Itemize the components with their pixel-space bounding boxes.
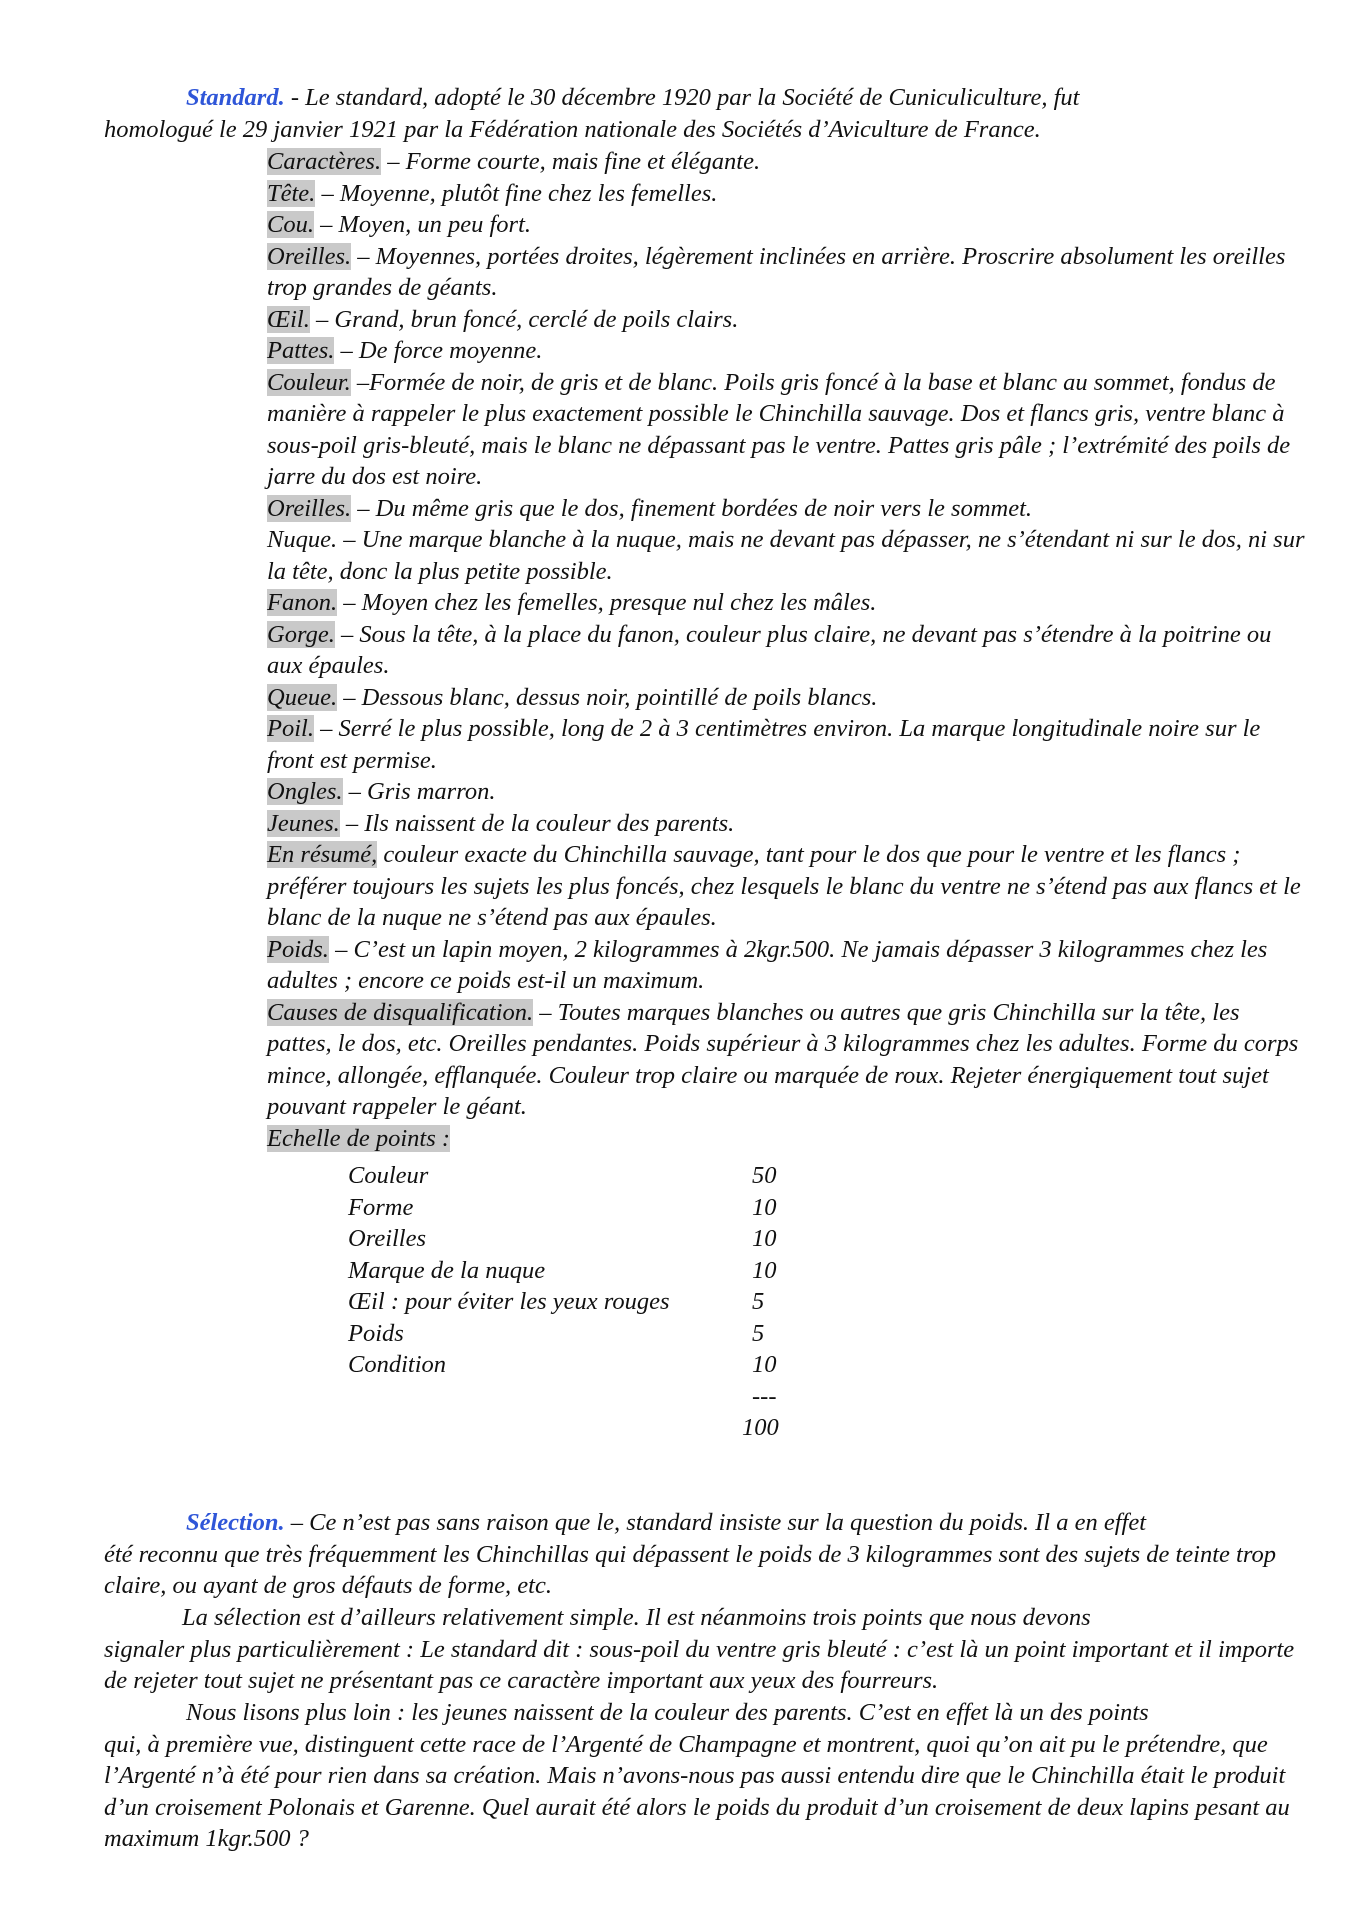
scale-row — [348, 1349, 948, 1381]
scale-points: 10 — [752, 1225, 777, 1252]
scale-points: 5 — [752, 1288, 765, 1315]
standard-entry — [267, 619, 1307, 682]
scale-row — [348, 1223, 948, 1255]
points-scale-table — [348, 1160, 948, 1381]
entry-text: – Du même gris que le dos, finement bordées de noir vers le sommet. — [351, 494, 1033, 522]
entry-term: Poids. — [267, 935, 329, 963]
standard-entry — [267, 776, 1307, 808]
entry-term: Jeunes. — [267, 809, 340, 837]
entry-term: Couleur. — [267, 368, 351, 396]
entry-term: Tête. — [267, 179, 316, 207]
entry-term: Nuque. — [267, 526, 338, 553]
entry-text: – Une marque blanche à la nuque, mais ne devant pas dépasser, ne s’étendant ni sur le dos, ni sur la tête, donc la plus petite possible. — [267, 526, 1305, 585]
entry-text: – De force moyenne. — [334, 337, 543, 364]
entry-text: – C’est un lapin moyen, 2 kilogrammes à 2kgr.500. Ne jamais dépasser 3 kilogrammes chez les adultes ; encore ce poids est-il un maximum. — [267, 935, 1268, 994]
entry-term: Poil. — [267, 715, 314, 742]
scale-label: Couleur — [348, 1162, 429, 1189]
selection-p1-first: – Ce n’est pas sans raison que le, standard insiste sur la question du poids. Il a en effet — [284, 1509, 1146, 1536]
entry-term: Gorge. — [267, 620, 335, 648]
entry-term: Oreilles. — [267, 494, 352, 522]
entry-text: – Moyenne, plutôt fine chez les femelles. — [315, 179, 718, 207]
selection-p3-first: Nous lisons plus loin : les jeunes naissent de la couleur des parents. C’est en effet là un des points — [186, 1699, 1149, 1726]
scale-row — [348, 1318, 948, 1350]
entry-text: – Gris marron. — [342, 778, 496, 805]
standard-entry — [267, 997, 1307, 1123]
standard-entry — [267, 335, 1307, 367]
scale-row — [348, 1255, 948, 1287]
entry-text: – Moyen, un peu fort. — [313, 211, 532, 238]
scale-points: 50 — [752, 1162, 777, 1189]
standard-intro-text-2: homologué le 29 janvier 1921 par la Fédération nationale des Sociétés d’Aviculture de France. — [104, 115, 1041, 143]
selection-heading: Sélection. — [186, 1509, 285, 1536]
standard-entry — [267, 304, 1307, 336]
entry-text: – Moyen chez les femelles, presque nul chez les mâles. — [337, 589, 877, 616]
entry-term: Ongles. — [267, 778, 343, 805]
selection-p3-rest: qui, à première vue, distinguent cette race de l’Argenté de Champagne et montrent, quoi qu’on ait pu le prétendre, que l’Argenté n’à été pour rien dans sa création. Mais n’avons-nous pas aussi entendu dire que le Chinchilla était le produit d’un croisement Polonais et Garenne. Quel aurait été alors le poids du produit d’un croisement de deux lapins pesant au maximum 1kgr.500 ? — [104, 1730, 1290, 1852]
entry-term: Cou. — [267, 211, 314, 238]
scale-label: Oreilles — [348, 1225, 427, 1252]
standard-entry — [267, 682, 1307, 714]
scale-row — [348, 1160, 948, 1192]
standard-entries — [267, 146, 1307, 1154]
entry-text: – Dessous blanc, dessus noir, pointillé de poils blancs. — [337, 683, 878, 711]
points-separator: --- — [752, 1383, 777, 1410]
scale-row — [348, 1192, 948, 1224]
scale-points: 10 — [752, 1256, 777, 1284]
entry-term: Queue. — [267, 683, 338, 711]
scale-label: Condition — [348, 1351, 447, 1378]
scale-points: 10 — [752, 1351, 777, 1378]
entry-text: – Moyennes, portées droites, légèrement inclinées en arrière. Proscrire absolument les oreilles trop grandes de géants. — [267, 242, 1286, 301]
selection-p1-rest: été reconnu que très fréquemment les Chinchillas qui dépassent le poids de 3 kilogrammes sont des sujets de teinte trop claire, ou ayant de gros défauts de forme, etc. — [104, 1540, 1276, 1599]
standard-entry — [267, 524, 1307, 587]
selection-paragraph-2 — [104, 1602, 1304, 1697]
standard-heading: Standard. — [186, 84, 285, 111]
standard-entry — [267, 587, 1307, 619]
entry-term: Œil. — [267, 305, 310, 333]
entry-term: Echelle de points : — [267, 1124, 451, 1152]
entry-term: Causes de disqualification. — [267, 998, 534, 1026]
standard-entry — [267, 367, 1307, 493]
entry-text: – Forme courte, mais fine et élégante. — [381, 148, 761, 175]
standard-entry — [267, 839, 1307, 934]
points-total: 100 — [742, 1414, 779, 1441]
selection-paragraph-3 — [104, 1697, 1304, 1855]
selection-p2-first: La sélection est d’ailleurs relativement simple. Il est néanmoins trois points que nous devons — [182, 1604, 1091, 1631]
selection-paragraph-1 — [104, 1507, 1304, 1602]
scale-points: 5 — [752, 1319, 765, 1347]
entry-term: Fanon. — [267, 589, 338, 616]
entry-term: Oreilles. — [267, 242, 352, 270]
entry-term: Pattes. — [267, 337, 335, 364]
standard-entry — [267, 178, 1307, 210]
scale-label: Marque de la nuque — [348, 1256, 546, 1284]
entry-term: En résumé, — [267, 841, 378, 868]
scale-label: Forme — [348, 1193, 414, 1221]
scale-label: Œil : pour éviter les yeux rouges — [348, 1288, 670, 1315]
entry-text: – Sous la tête, à la place du fanon, couleur plus claire, ne devant pas s’étendre à la poitrine ou aux épaules. — [267, 620, 1272, 679]
entry-text: couleur exacte du Chinchilla sauvage, tant pour le dos que pour le ventre et les flancs ; préférer toujours les sujets les plus foncés, chez lesquels le blanc du ventre ne s’étend pas aux flancs et le blanc de la nuque ne s’étend pas aux épaules. — [267, 841, 1301, 931]
standard-entry — [267, 146, 1307, 178]
standard-entry — [267, 808, 1307, 840]
standard-entry — [267, 493, 1307, 525]
standard-entry — [267, 209, 1307, 241]
standard-entry — [267, 241, 1307, 304]
entry-text: –Formée de noir, de gris et de blanc. Poils gris foncé à la base et blanc au sommet, fondus de manière à rappeler le plus exactement possible le Chinchilla sauvage. Dos et flancs gris, ventre blanc à sous-poil gris-bleuté, mais le blanc ne dépassant pas le ventre. Pattes gris pâle ; l’extrémité des poils de jarre du dos est noire. — [267, 368, 1291, 490]
entry-text: – Serré le plus possible, long de 2 à 3 centimètres environ. La marque longitudinale noire sur le front est permise. — [267, 715, 1261, 774]
standard-intro — [104, 82, 1304, 145]
scale-row — [348, 1286, 948, 1318]
scale-label: Poids — [348, 1319, 404, 1347]
standard-entry — [267, 1123, 1307, 1155]
standard-intro-text: - Le standard, adopté le 30 décembre 1920 par la Société de Cuniculiculture, fut — [284, 84, 1080, 111]
entry-text: – Grand, brun foncé, cerclé de poils clairs. — [309, 305, 739, 333]
selection-p2-rest: signaler plus particulièrement : Le standard dit : sous-poil du ventre gris bleuté : c’est là un point important et il importe de rejeter tout sujet ne présentant pas ce caractère important aux yeux des fourreurs. — [104, 1635, 1295, 1694]
entry-term: Caractères. — [267, 148, 382, 175]
entry-text: – Ils naissent de la couleur des parents. — [339, 809, 735, 837]
standard-entry — [267, 934, 1307, 997]
scale-points: 10 — [752, 1193, 777, 1221]
entry-text: – Toutes marques blanches ou autres que gris Chinchilla sur la tête, les pattes, le dos, etc. Oreilles pendantes. Poids supérieur à 3 kilogrammes chez les adultes. Forme du corps mince, allongée, efflanquée. Couleur trop claire ou marquée de roux. Rejeter énergiquement tout sujet pouvant rappeler le géant. — [267, 998, 1299, 1120]
standard-entry — [267, 713, 1307, 776]
